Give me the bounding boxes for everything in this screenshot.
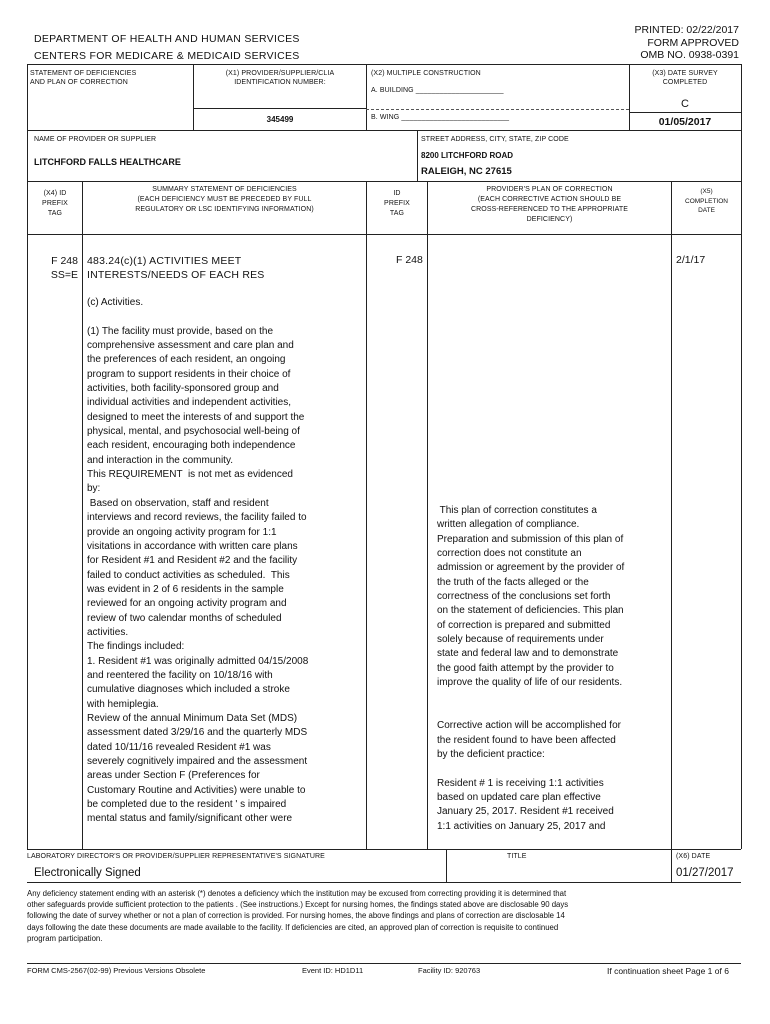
text-line: and reentered the facility on 10/18/16 with bbox=[87, 669, 273, 681]
text-line: dated 10/11/16 revealed Resident #1 was bbox=[87, 741, 271, 753]
disclaimer: Any deficiency statement ending with an asterisk (*) denotes a deficiency which the institution may be excused from correcting providing it is determined that other safeguards provide sufficient protection to the patients . (See instructions.) Except for nursing homes, the findings stated above are disclosable 90 days following the date of survey whether or not a plan of correction is provided. For nursing homes, the above findings and plans of correction are disclosable 14 days following the date these documents are made available to the facility. If deficiencies are cited, an approved plan of correction is requisite to continued program participation. bbox=[27, 889, 569, 943]
city-state-zip: RALEIGH, NC 27615 bbox=[421, 166, 512, 177]
text-line: correction does not constitute an bbox=[437, 548, 582, 560]
text-line: be completed due to the resident ' s impaired bbox=[87, 799, 287, 811]
text-line: 1. Resident #1 was originally admitted 04/15/2008 bbox=[87, 655, 309, 667]
text-line: 1:1 activities on January 25, 2017 and bbox=[437, 820, 606, 832]
text-line: solely because of requirements under bbox=[437, 634, 604, 646]
signature-date: 01/27/2017 bbox=[676, 867, 734, 879]
title-label: TITLE bbox=[507, 853, 527, 860]
signature-label: LABORATORY DIRECTOR'S OR PROVIDER/SUPPLIER REPRESENTATIVE'S SIGNATURE bbox=[27, 853, 325, 860]
text-line: written allegation of compliance. bbox=[437, 519, 580, 531]
text-line: Based on observation, staff and resident bbox=[87, 497, 269, 509]
text-line: (1) The facility must provide, based on the bbox=[87, 325, 274, 337]
text-line: each resident, encouraging both independence bbox=[87, 440, 296, 452]
text-line: provide an ongoing activity program for 1:1 bbox=[87, 526, 277, 538]
plan-header: PROVIDER'S PLAN OF CORRECTION (EACH CORRECTIVE ACTION SHOULD BE CROSS-REFERENCED TO THE APPROPRIATE DEFICIENCY) bbox=[470, 186, 628, 223]
text-line: interviews and record reviews, the facility failed to bbox=[87, 512, 307, 524]
text-line: individual activities and independent activities, bbox=[87, 397, 292, 409]
x4-header: (X4) ID PREFIX TAG bbox=[42, 190, 68, 217]
text-line: on the statement of deficiencies. This plan bbox=[437, 605, 624, 617]
text-line: the resident found to have been affected bbox=[437, 734, 616, 746]
text-line: physical, mental, and psychosocial well-being of bbox=[87, 426, 300, 438]
department-title: DEPARTMENT OF HEALTH AND HUMAN SERVICES CENTERS FOR MEDICARE & MEDICAID SERVICES bbox=[34, 33, 300, 62]
deficiency-title: 483.24(c)(1) ACTIVITIES MEET INTERESTS/NEEDS OF EACH RES bbox=[87, 255, 265, 282]
text-line: (c) Activities. bbox=[87, 297, 144, 308]
page-number: If continuation sheet Page 1 of 6 bbox=[607, 966, 729, 976]
text-line: areas under Section F (Preferences for bbox=[87, 770, 260, 782]
text-line: by the deficient practice: bbox=[437, 748, 545, 760]
text-line bbox=[87, 310, 365, 324]
deficiency-summary-text bbox=[87, 296, 365, 827]
text-line: for Resident #1 and Resident #2 and the facility bbox=[87, 555, 298, 567]
text-line: failed to conduct activities as scheduled. This bbox=[87, 569, 290, 581]
text-line bbox=[437, 705, 669, 719]
provider-name: LITCHFORD FALLS HEALTHCARE bbox=[34, 157, 181, 167]
text-line bbox=[437, 690, 669, 704]
text-line: the good faith attempt by the provider to bbox=[437, 662, 614, 674]
text-line: activities. bbox=[87, 626, 129, 638]
print-info bbox=[539, 24, 739, 62]
id-header: ID PREFIX TAG bbox=[384, 190, 410, 217]
text-line: This REQUIREMENT is not met as evidenced bbox=[87, 469, 293, 481]
plan-id-tag: F 248 bbox=[396, 254, 423, 266]
address-label: STREET ADDRESS, CITY, STATE, ZIP CODE bbox=[421, 136, 569, 143]
text-line: visitations in accordance with written care plans bbox=[87, 540, 298, 552]
text-line: and interaction in the community. bbox=[87, 454, 234, 466]
facility-id: Facility ID: 920763 bbox=[418, 966, 481, 975]
text-line bbox=[437, 762, 669, 776]
text-line: program to support residents in their choice of bbox=[87, 368, 291, 380]
x5-header: (X5) COMPLETION DATE bbox=[685, 188, 728, 214]
text-line: mental status and family/significant other were bbox=[87, 813, 293, 825]
text-line: Review of the annual Minimum Data Set (MDS) bbox=[87, 712, 298, 724]
street-address: 8200 LITCHFORD ROAD bbox=[421, 151, 514, 160]
text-line: of correction is prepared and submitted bbox=[437, 619, 611, 631]
text-line: by: bbox=[87, 483, 101, 495]
text-line: assessment dated 3/29/16 and the quarterly MDS bbox=[87, 727, 308, 739]
text-line: comprehensive assessment and care plan and bbox=[87, 340, 294, 352]
text-line: correctness of the conclusions set forth bbox=[437, 591, 611, 603]
provider-name-label: NAME OF PROVIDER OR SUPPLIER bbox=[34, 136, 157, 143]
text-line: severely cognitively impaired and the assessment bbox=[87, 756, 308, 767]
event-id: Event ID: HD1D11 bbox=[302, 966, 364, 975]
text-line: activities, both facility-sponsored group and bbox=[87, 383, 279, 395]
completion-date: 2/1/17 bbox=[676, 254, 706, 266]
text-line: cumulative diagnoses which included a stroke bbox=[87, 684, 290, 696]
provider-id-number: 345499 bbox=[266, 115, 294, 124]
text-line: admission or agreement by the provider of bbox=[437, 562, 625, 574]
statement-label: STATEMENT OF DEFICIENCIES AND PLAN OF CORRECTION bbox=[30, 70, 137, 86]
text-line: designed to meet the interests of and support the bbox=[87, 411, 305, 423]
building-field: A. BUILDING ______________________ bbox=[371, 87, 504, 94]
printed-date: PRINTED: 02/22/2017 bbox=[634, 24, 739, 36]
text-line: Corrective action will be accomplished for bbox=[437, 720, 621, 732]
text-line: the preferences of each resident, an ongoing bbox=[87, 354, 286, 366]
deficiency-tag: F 248 SS=E bbox=[50, 255, 78, 282]
plan-of-correction-text bbox=[437, 504, 669, 834]
text-line: Customary Routine and Activities) were unable to bbox=[87, 784, 306, 796]
survey-completed-date: 01/05/2017 bbox=[658, 116, 712, 128]
text-line: was evident in 2 of 6 residents in the sample bbox=[87, 583, 284, 595]
x2-label: (X2) MULTIPLE CONSTRUCTION bbox=[371, 70, 481, 77]
x3-c: C bbox=[681, 98, 689, 110]
summary-header: SUMMARY STATEMENT OF DEFICIENCIES (EACH DEFICIENCY MUST BE PRECEDED BY FULL REGULATORY OR LSC IDENTIFYING INFORMATION) bbox=[135, 186, 314, 213]
signature-value: Electronically Signed bbox=[34, 867, 141, 879]
form-number: FORM CMS-2567(02-99) Previous Versions Obsolete bbox=[27, 966, 206, 975]
text-line: based on updated care plan effective bbox=[437, 791, 601, 803]
text-line: reviewed for an ongoing activity program and bbox=[87, 598, 287, 610]
x1-label: (X1) PROVIDER/SUPPLIER/CLIA IDENTIFICATION NUMBER: bbox=[225, 70, 335, 86]
text-line: This plan of correction constitutes a bbox=[437, 505, 597, 516]
text-line: The findings included: bbox=[87, 641, 185, 653]
text-line: with hemiplegia. bbox=[87, 698, 159, 710]
date-label: (X6) DATE bbox=[676, 853, 711, 860]
wing-field: B. WING ___________________________ bbox=[371, 114, 510, 121]
omb-number: OMB NO. 0938-0391 bbox=[640, 49, 739, 61]
text-line: Preparation and submission of this plan of bbox=[437, 533, 624, 545]
text-line: the truth of the facts alleged or the bbox=[437, 576, 589, 588]
text-line: state and federal law and to demonstrate bbox=[437, 648, 619, 660]
text-line: Resident # 1 is receiving 1:1 activities bbox=[437, 777, 604, 789]
text-line: review of two calendar months of scheduled bbox=[87, 612, 282, 624]
form-approved: FORM APPROVED bbox=[647, 36, 739, 49]
text-line: January 25, 2017. Resident #1 received bbox=[437, 806, 614, 818]
x3-label: (X3) DATE SURVEY COMPLETED bbox=[652, 70, 718, 86]
text-line: improve the quality of life of our residents. bbox=[437, 677, 623, 689]
